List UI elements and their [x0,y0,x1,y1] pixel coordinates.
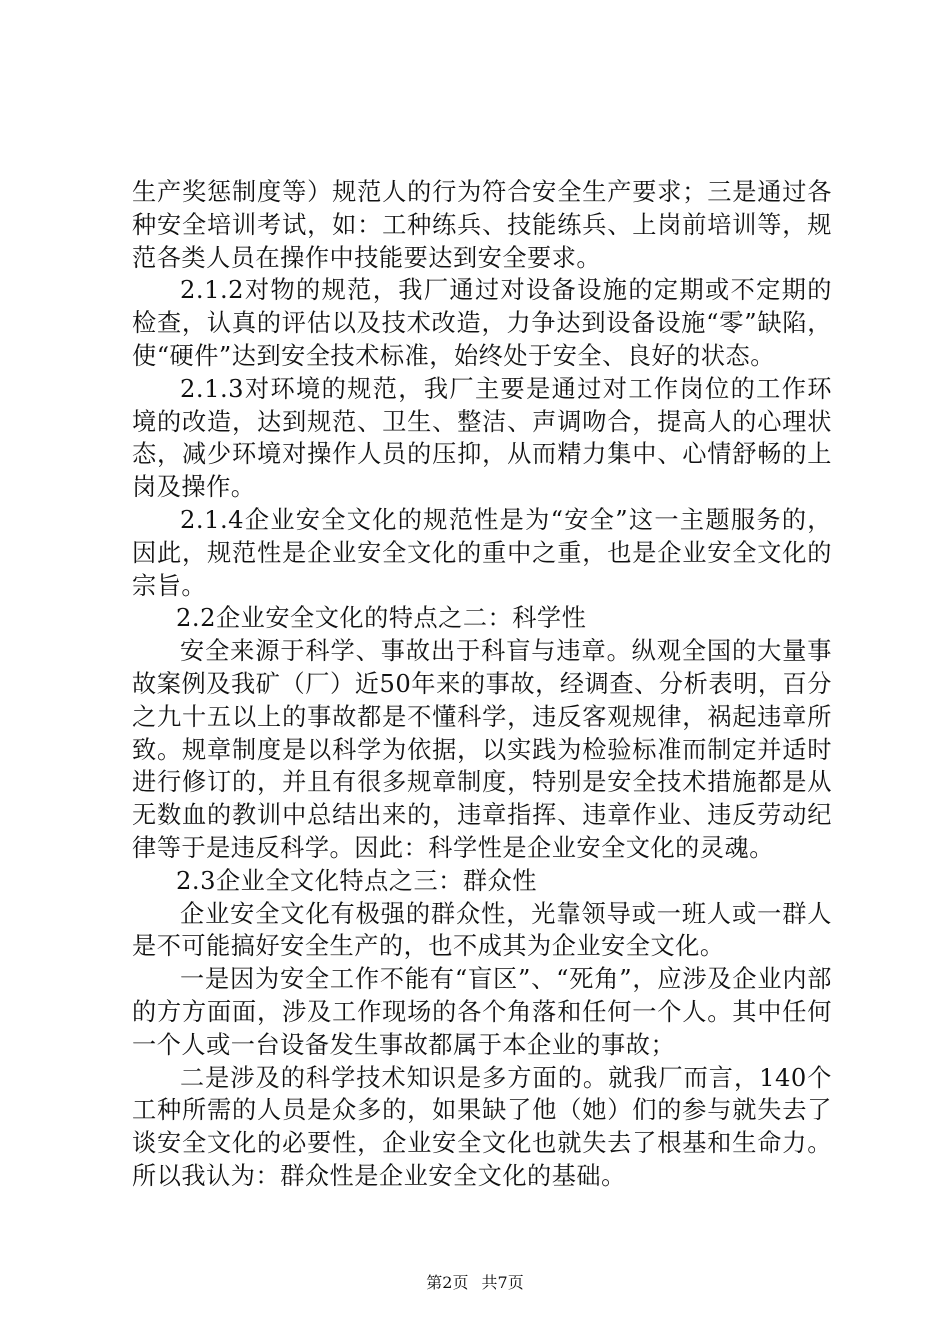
paragraph-science: 安全来源于科学、事故出于科盲与违章。纵观全国的大量事故案例及我矿（厂）近50年来的事故，经调查、分析表明，百分之九十五以上的事故都是不懂科学，违反客观规律，祸起违章所致。规章制度是以科学为依据，以实践为检验标准而制定并适时进行修订的，并且有很多规章制度，特别是安全技术措施都是从无数血的教训中总结出来的，违章指挥、违章作业、违反劳动纪律等于是违反科学。因此：科学性是企业安全文化的灵魂。 [132,637,832,862]
page-number: 第2页 [426,1273,469,1292]
paragraph-reason-one: 一是因为安全工作不能有“盲区”、“死角”，应涉及企业内部的方方面面，涉及工作现场的各个角落和任何一个人。其中任何一个人或一台设备发生事故都属于本企业的事故； [132,965,832,1059]
paragraph-mass-nature: 企业安全文化有极强的群众性，光靠领导或一班人或一群人是不可能搞好安全生产的，也不成其为企业安全文化。 [132,899,832,961]
paragraph-continuation: 生产奖惩制度等）规范人的行为符合安全生产要求；三是通过各种安全培训考试，如：工种练兵、技能练兵、上岗前培训等，规范各类人员在操作中技能要达到安全要求。 [132,178,832,272]
document-body [132,176,832,1193]
paragraph-reason-two: 二是涉及的科学技术知识是多方面的。就我厂而言，140个工种所需的人员是众多的，如果缺了他（她）们的参与就失去了谈安全文化的必要性，企业安全文化也就失去了根基和生命力。所以我认为：群众性是企业安全文化的基础。 [132,1063,832,1190]
page-total: 共7页 [481,1273,524,1292]
section-heading-2-3: 2.3企业全文化特点之三：群众性 [176,866,537,895]
section-heading-2-2: 2.2企业安全文化的特点之二：科学性 [176,604,587,633]
paragraph-2-1-3: 2.1.3对环境的规范，我厂主要是通过对工作岗位的工作环境的改造，达到规范、卫生、整洁、声调吻合，提高人的心理状态，减少环境对操作人员的压抑，从而精力集中、心情舒畅的上岗及操作。 [132,374,832,502]
paragraph-2-1-2: 2.1.2对物的规范，我厂通过对设备设施的定期或不定期的检查，认真的评估以及技术改造，力争达到设备设施“零”缺陷，使“硬件”达到安全技术标准，始终处于安全、良好的状态。 [132,276,832,370]
paragraph-2-1-4: 2.1.4企业安全文化的规范性是为“安全”这一主题服务的，因此，规范性是企业安全文化的重中之重，也是企业安全文化的宗旨。 [132,505,832,600]
page-footer [0,1273,950,1293]
